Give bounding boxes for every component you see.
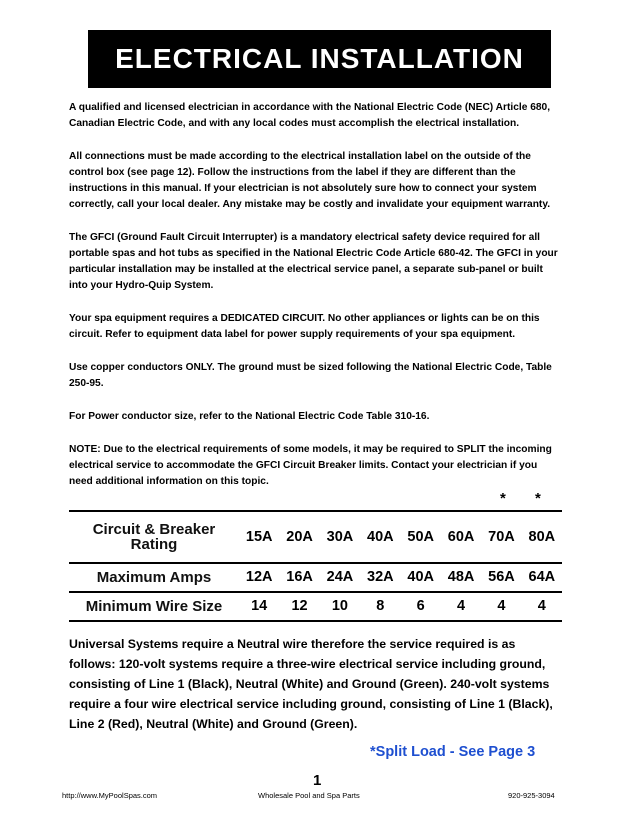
- footer-center-text: Wholesale Pool and Spa Parts: [258, 791, 360, 800]
- table-cell: 8: [360, 592, 400, 621]
- table-cell: 50A: [401, 511, 441, 563]
- paragraph-copper-conductors: Use copper conductors ONLY. The ground must be sized following the National Electric Code, Table 250-95.: [69, 362, 552, 389]
- table-row: [69, 592, 562, 621]
- table-row: [69, 563, 562, 592]
- table-cell: 32A: [360, 563, 400, 592]
- table-cell: 12A: [239, 563, 279, 592]
- table-cell: 40A: [360, 511, 400, 563]
- paragraph-dedicated-circuit: Your spa equipment requires a DEDICATED CIRCUIT. No other appliances or lights can be on this circuit. Refer to equipment data label for power supply requirements of your spa equipment.: [69, 313, 540, 340]
- table-cell: 16A: [279, 563, 319, 592]
- row-label: Circuit & Breaker Rating: [69, 511, 239, 563]
- footer-url: http://www.MyPoolSpas.com: [62, 791, 158, 800]
- paragraph-gfci: The GFCI (Ground Fault Circuit Interrupter) is a mandatory electrical safety device required for all portable spas and hot tubs as specified in the National Electric Code Article 680-42. The GFCI in your particular installation may be installed at the electrical service panel, a separate sub-panel or built into your Hydro-Quip System.: [69, 232, 558, 291]
- table-cell: 15A: [239, 511, 279, 563]
- table-cell: 70A: [481, 511, 521, 563]
- table-cell: 4: [522, 592, 562, 621]
- table-cell: 4: [441, 592, 481, 621]
- table-cell: 30A: [320, 511, 360, 563]
- table-cell: 24A: [320, 563, 360, 592]
- table-cell: 40A: [401, 563, 441, 592]
- table-row: [69, 511, 562, 563]
- table-cell: 10: [320, 592, 360, 621]
- table-cell: 80A: [522, 511, 562, 563]
- table-cell: 64A: [522, 563, 562, 592]
- instructions-body: [69, 100, 561, 507]
- page-number: 1: [313, 772, 322, 789]
- paragraph-nec-requirement: A qualified and licensed electrician in accordance with the National Electric Code (NEC) Article 680, Canadian Electric Code, and with any local codes must accomplish the electrical installation.: [69, 102, 551, 129]
- paragraph-split-note: NOTE: Due to the electrical requirements of some models, it may be required to SPLIT the incoming electrical service to accommodate the GFCI Circuit Breaker limits. Contact your electrician if you need additional information on this topic.: [69, 444, 552, 487]
- asterisk-70a: *: [500, 490, 506, 507]
- footer-phone: 920-925-3094: [508, 791, 555, 800]
- table-cell: 48A: [441, 563, 481, 592]
- paragraph-connections: All connections must be made according to the electrical installation label on the outside of the control box (see page 12). Follow the instructions from the label if they are different than the instructions in this manual. If your electrician is not absolutely sure how to connect your system correctly, call your local dealer. Any mistake may be costly and invalidate your equipment warranty.: [69, 151, 551, 210]
- table-cell: 14: [239, 592, 279, 621]
- table-cell: 20A: [279, 511, 319, 563]
- circuit-rating-table: [69, 510, 562, 622]
- row-label: Maximum Amps: [69, 563, 239, 592]
- row-label: Minimum Wire Size: [69, 592, 239, 621]
- table-cell: 56A: [481, 563, 521, 592]
- table-cell: 12: [279, 592, 319, 621]
- split-load-note: *Split Load - See Page 3: [370, 744, 536, 760]
- table-cell: 4: [481, 592, 521, 621]
- page-title: ELECTRICAL INSTALLATION: [115, 43, 524, 74]
- page-title-banner: [88, 30, 551, 88]
- table-cell: 60A: [441, 511, 481, 563]
- table-cell: 6: [401, 592, 441, 621]
- universal-systems-text: Universal Systems require a Neutral wire therefore the service required is as follows: 120-volt systems require a three-wire electrical service including ground, consisting of Line 1 (Black), Neutral (White) and Ground (Green). 240-volt systems require a four wire electrical service including ground, consisting of Line 1 (Black), Line 2 (Red), Neutral (White) and Ground (Green).: [69, 637, 553, 731]
- paragraph-power-conductor: For Power conductor size, refer to the National Electric Code Table 310-16.: [69, 411, 430, 422]
- asterisk-80a: *: [535, 490, 541, 507]
